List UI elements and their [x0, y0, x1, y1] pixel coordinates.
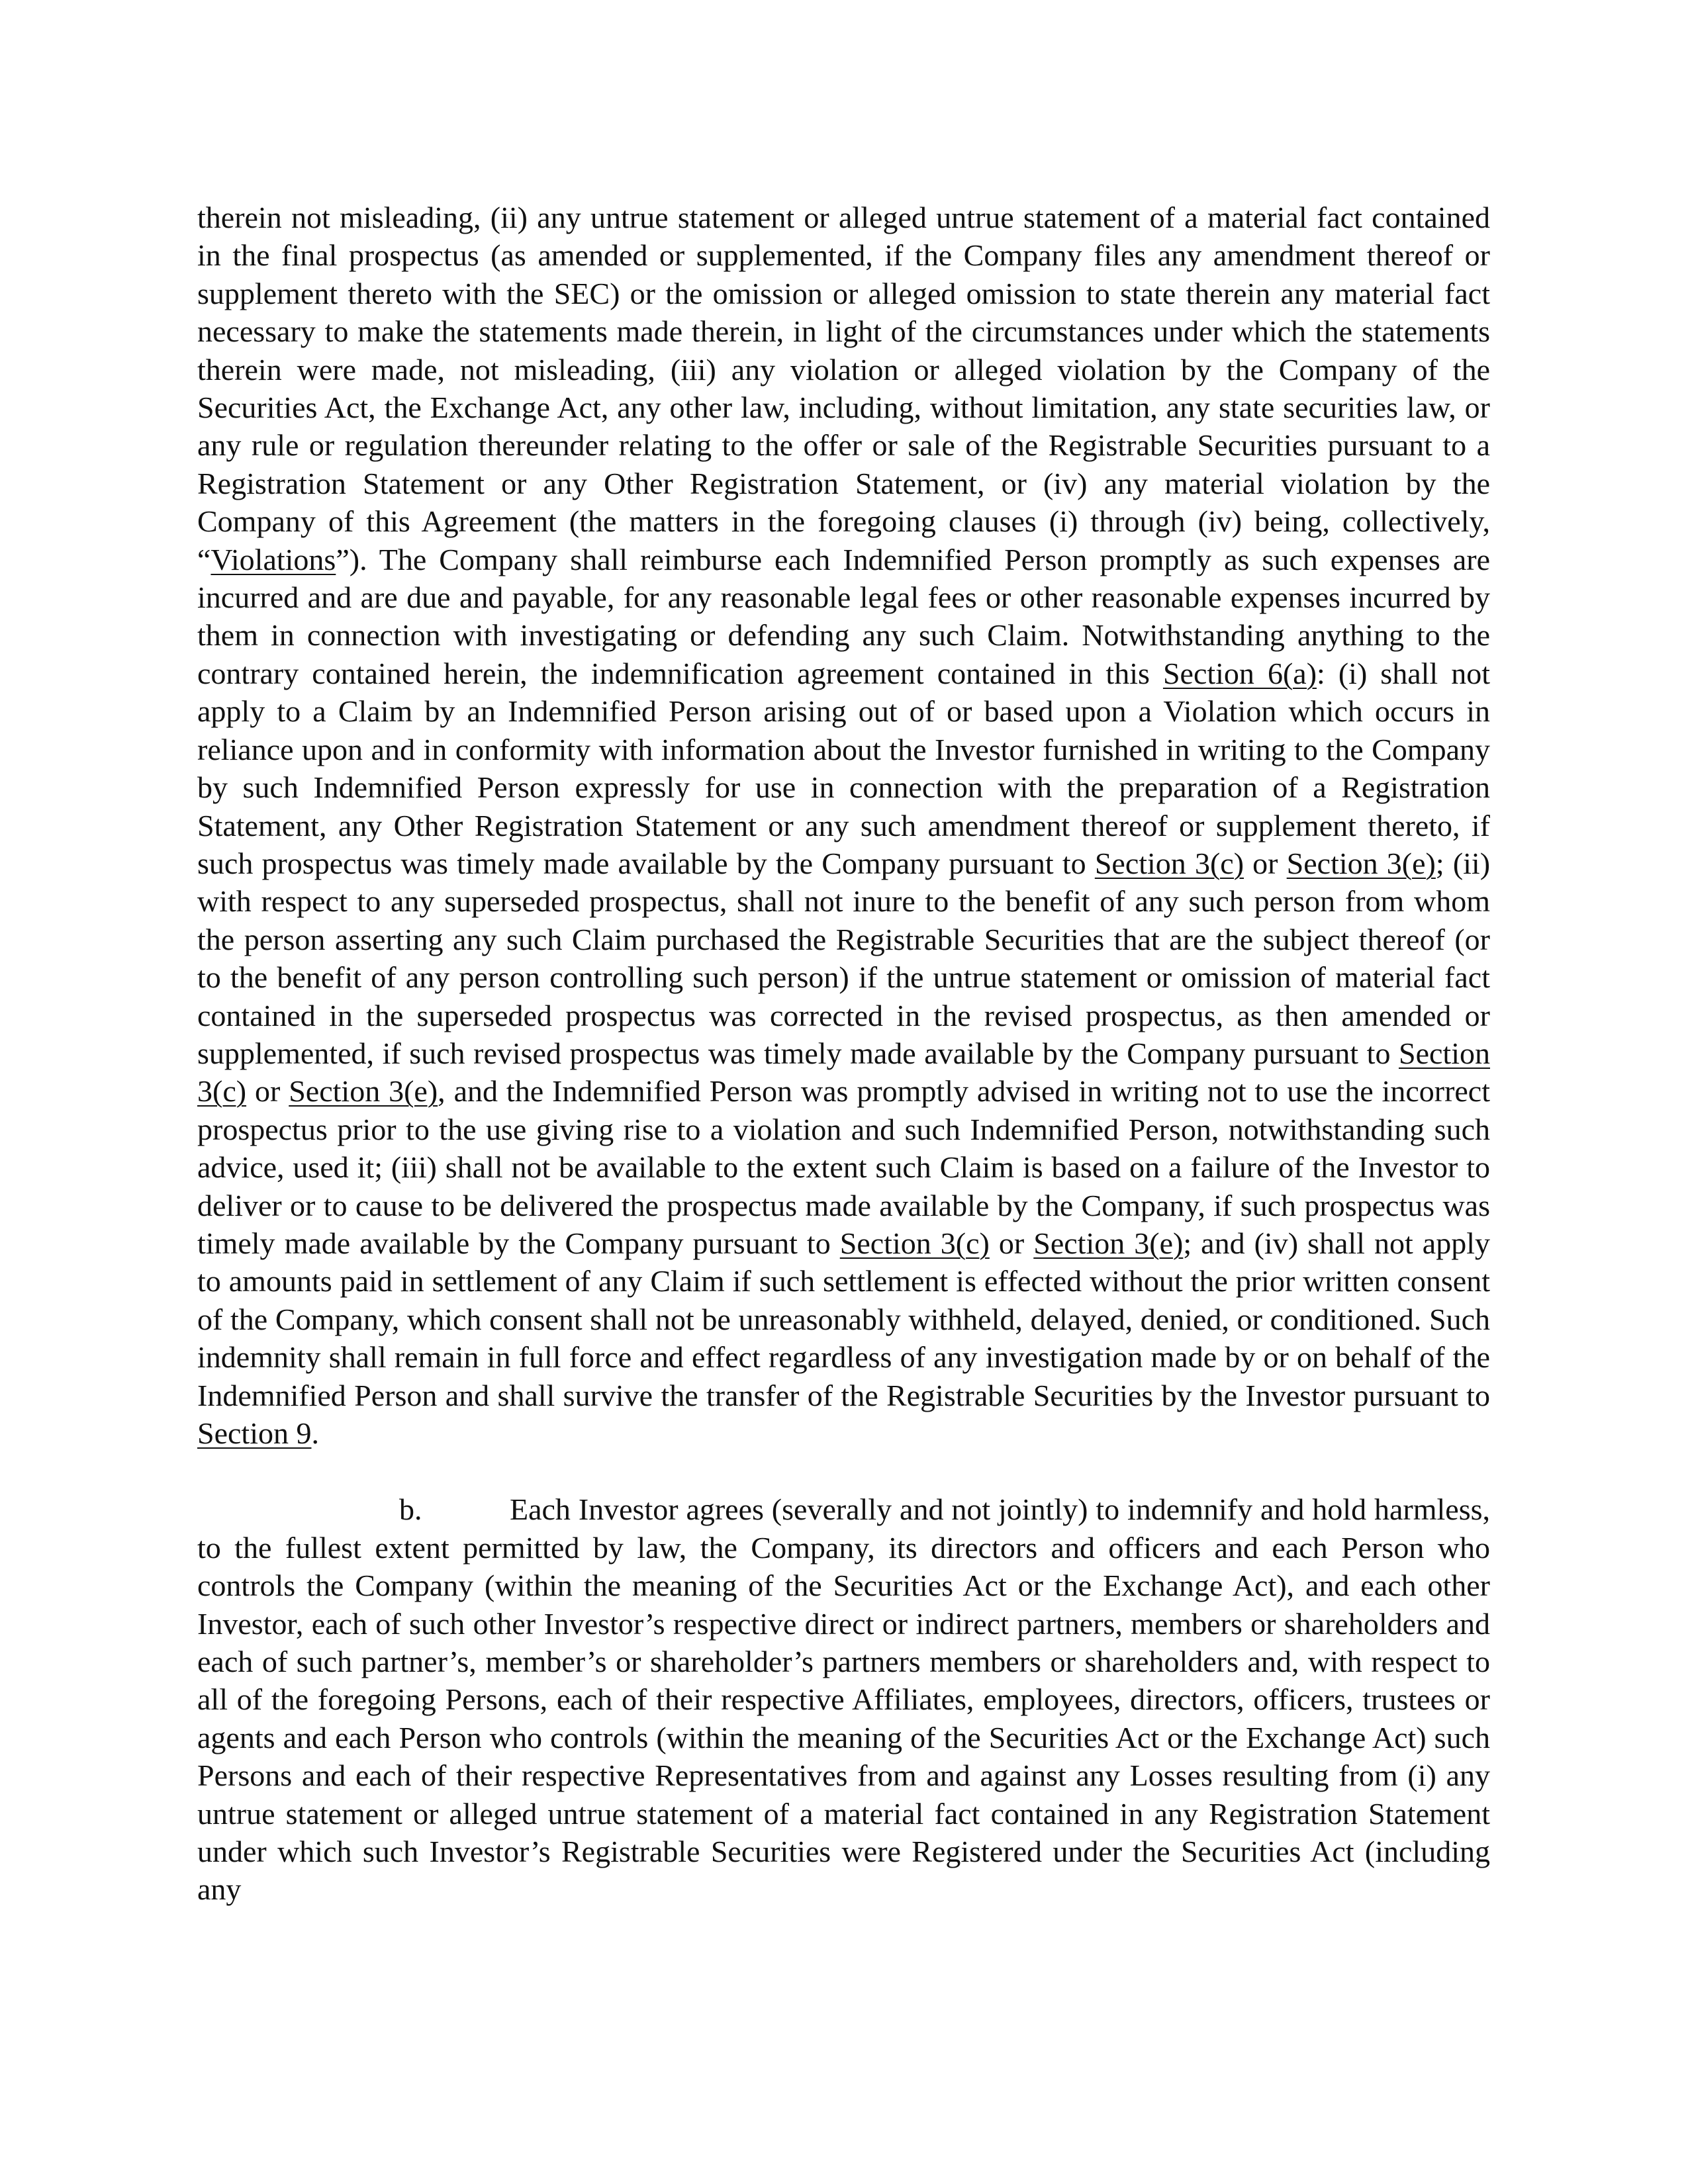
- defined-term-violations: Violations: [211, 542, 336, 576]
- text-segment: or: [1244, 846, 1287, 880]
- text-segment: or: [246, 1074, 289, 1109]
- paragraph-b: [197, 1490, 1490, 1908]
- paragraph-a-continuation: [197, 199, 1490, 1452]
- text-segment: , and the Indemnified Person was promptly advised in writing not to use the incorrect prospectus prior to the use giving rise to a violation and such Indemnified Person, notwithstanding such advice, used it; (iii) shall not be available to the extent such Claim is based on a failure of the Investor to deliver or to cause to be delivered the prospectus made available by the Company, if such prospectus was timely made available by the Company pursuant to: [197, 1074, 1491, 1260]
- section-reference-3e: Section 3(e): [289, 1074, 438, 1109]
- section-reference-3e: Section 3(e): [1033, 1226, 1184, 1260]
- text-segment: ; and (iv) shall not apply to amounts paid in settlement of any Claim if such settlement is effected without the prior written consent of the Company, which consent shall not be unreasonably withheld, delayed, denied, or conditioned. Such indemnity shall remain in full force and effect regardless of any investigation made by or on behalf of the Indemnified Person and shall survive the transfer of the Registrable Securities by the Investor pursuant to: [197, 1226, 1491, 1412]
- paragraph-label: b.: [399, 1492, 422, 1527]
- section-reference-3c: Section 3(c): [839, 1226, 990, 1260]
- text-segment: .: [311, 1416, 319, 1450]
- section-reference-6a: Section 6(a): [1162, 656, 1317, 690]
- text-segment: ”). The Company shall reimburse each Indemnified Person promptly as such expenses are incurred and are due and payable, for any reasonable legal fees or other reasonable expenses incurred by them in connection with investigating or defending any such Claim. Notwithstanding anything to the contrary contained herein, the indemnification agreement contained in this: [197, 542, 1490, 690]
- text-segment: or: [989, 1226, 1034, 1260]
- text-segment: therein not misleading, (ii) any untrue statement or alleged untrue statement of a material fact contained in the final prospectus (as amended or supplemented, if the Company files any amendment thereof or supplement thereto with the SEC) or the omission or alleged omission to state therein any material fact necessary to make the statements made therein, in light of the circumstances under which the statements therein were made, not misleading, (iii) any violation or alleged violation by the Company of the Securities Act, the Exchange Act, any other law, including, without limitation, any state securities law, or any rule or regulation thereunder relating to the offer or sale of the Registrable Securities pursuant to a Registration Statement or any Other Registration Statement, or (iv) any material violation by the Company of this Agreement (the matters in the foregoing clauses (i) through (iv) being, collectively, “: [197, 201, 1490, 576]
- document-body: [197, 199, 1490, 1909]
- section-reference-3c: Section 3(c): [1094, 846, 1244, 880]
- section-reference-9: Section 9: [197, 1416, 312, 1450]
- section-reference-3e: Section 3(e): [1286, 846, 1436, 880]
- text-segment: : (i) shall not apply to a Claim by an Indemnified Person arising out of or based upon a Violation which occurs in reliance upon and in conformity with information about the Investor furnished in writing to the Company by such Indemnified Person expressly for use in connection with the preparation of a Registration Statement, any Other Registration Statement or any such amendment thereof or supplement thereto, if such prospectus was timely made available by the Company pursuant to: [197, 656, 1491, 880]
- text-segment: ; (ii) with respect to any superseded prospectus, shall not inure to the benefit of any such person from whom the person asserting any such Claim purchased the Registrable Securities that are the subject thereof (or to the benefit of any person controlling such person) if the untrue statement or omission of material fact contained in the superseded prospectus was corrected in the revised prospectus, as then amended or supplemented, if such revised prospectus was timely made available by the Company pursuant to: [197, 846, 1491, 1070]
- section-reference-3c: Section 3(c): [197, 1036, 1490, 1109]
- paragraph-b-text: Each Investor agrees (severally and not jointly) to indemnify and hold harmless, to the fullest extent permitted by law, the Company, its directors and officers and each Person who controls the Company (within the meaning of the Securities Act or the Exchange Act), and each other Investor, each of such other Investor’s respective direct or indirect partners, members or shareholders and each of such partner’s, member’s or shareholder’s partners members or shareholders and, with respect to all of the foregoing Persons, each of their respective Affiliates, employees, directors, officers, trustees or agents and each Person who controls (within the meaning of the Securities Act or the Exchange Act) such Persons and each of their respective Representatives from and against any Losses resulting from (i) any untrue statement or alleged untrue statement of a material fact contained in any Registration Statement under which such Investor’s Registrable Securities were Registered under the Securities Act (including any: [197, 1492, 1490, 1907]
